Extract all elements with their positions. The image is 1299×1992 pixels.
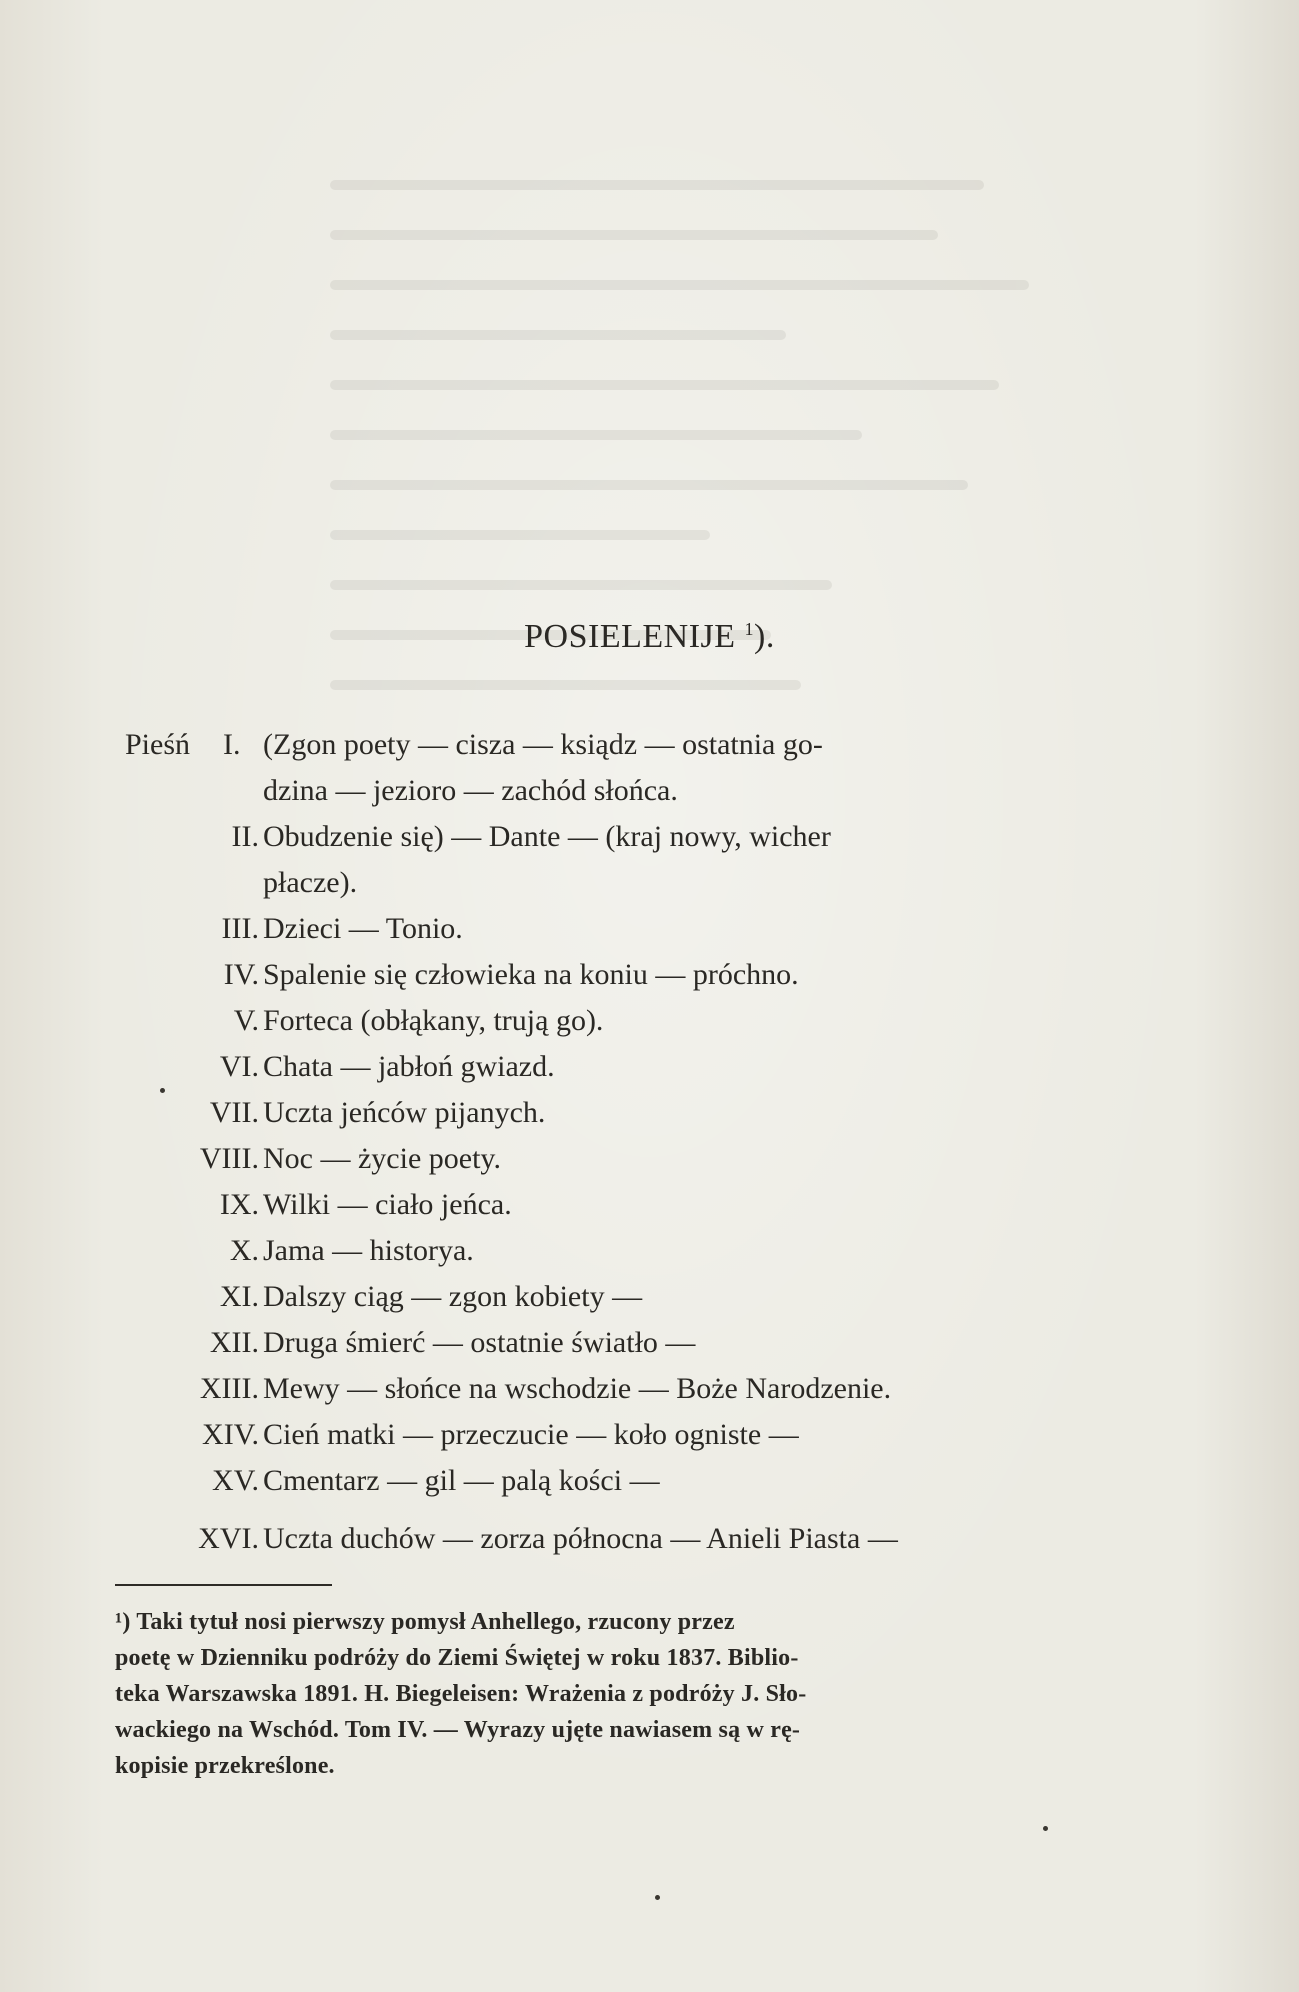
ink-speck [1043, 1826, 1048, 1831]
list-item [0, 998, 1299, 1044]
song-number: I. [223, 728, 241, 761]
song-line: Chata — jabłoń gwiazd. [263, 1050, 555, 1083]
footnote [115, 1604, 1097, 1784]
list-item [0, 906, 1299, 952]
list-item [0, 1458, 1299, 1504]
song-line: Druga śmierć — ostatnie światło — [263, 1326, 696, 1359]
song-line: dzina — jezioro — zachód słońca. [263, 774, 678, 807]
song-line: Uczta jeńców pijanych. [263, 1096, 546, 1129]
list-item [0, 952, 1299, 998]
footnote-line: poetę w Dzienniku podróży do Ziemi Świętej w roku 1837. Biblio- [115, 1645, 799, 1671]
song-number: X. [229, 1234, 259, 1267]
list-item [0, 1044, 1299, 1090]
song-line: Wilki — ciało jeńca. [263, 1188, 512, 1221]
list-item [0, 1182, 1299, 1228]
song-line: Obudzenie się) — Dante — (kraj nowy, wicher [263, 820, 831, 853]
song-line: Spalenie się człowieka na koniu — próchno. [263, 958, 799, 991]
title-text: POSIELENIJE [524, 618, 736, 655]
song-line: Mewy — słońce na wschodzie — Boże Narodzenie. [263, 1372, 892, 1405]
footnote-line: kopisie przekreślone. [115, 1753, 335, 1779]
footnote-line: wackiego na Wschód. Tom IV. — Wyrazy ujęte nawiasem są w rę- [115, 1717, 801, 1743]
footnote-line: ¹) Taki tytuł nosi pierwszy pomysł Anhellego, rzucony przez [115, 1609, 735, 1635]
footnote-divider [115, 1584, 332, 1586]
song-line: Uczta duchów — zorza północna — Anieli Piasta — [263, 1522, 898, 1555]
song-number: XII. [209, 1326, 259, 1359]
song-number: XVI. [198, 1522, 259, 1555]
list-item [0, 1516, 1299, 1562]
footnote-line: teka Warszawska 1891. H. Biegeleisen: Wrażenia z podróży J. Sło- [115, 1681, 807, 1707]
song-line: Dalszy ciąg — zgon kobiety — [263, 1280, 643, 1313]
song-number: III. [221, 912, 259, 945]
list-item [0, 1320, 1299, 1366]
list-item [0, 1412, 1299, 1458]
list-item [0, 1274, 1299, 1320]
song-number: II. [231, 820, 259, 853]
song-number: XIII. [199, 1372, 259, 1405]
list-item [0, 814, 1299, 860]
song-line: (Zgon poety — cisza — ksiądz — ostatnia go- [263, 728, 823, 761]
song-line: Dzieci — Tonio. [263, 912, 463, 945]
song-line: Forteca (obłąkany, trują go). [263, 1004, 604, 1037]
ink-speck [160, 1088, 165, 1093]
title-end: ). [754, 618, 775, 655]
page-title [0, 618, 1299, 656]
song-line: Jama — historya. [263, 1234, 474, 1267]
song-number: XI. [219, 1280, 259, 1313]
song-number: V. [233, 1004, 259, 1037]
list-item [0, 1136, 1299, 1182]
bleed-through-text [330, 180, 1090, 740]
song-number: VIII. [199, 1142, 259, 1175]
song-number: IX. [219, 1188, 259, 1221]
song-line: płacze). [263, 866, 358, 899]
song-number: VII. [209, 1096, 259, 1129]
song-number: VI. [219, 1050, 259, 1083]
song-number: XV. [212, 1464, 259, 1497]
footnote-mark: 1 [744, 619, 755, 639]
song-number: XIV. [202, 1418, 259, 1451]
pretitle-label: Pieśń [125, 728, 191, 761]
song-line: Cień matki — przeczucie — koło ogniste — [263, 1418, 799, 1451]
ink-speck [655, 1895, 660, 1900]
song-line: Noc — życie poety. [263, 1142, 501, 1175]
list-item [0, 1090, 1299, 1136]
list-item [0, 1228, 1299, 1274]
song-number: IV. [223, 958, 259, 991]
list-item [0, 1366, 1299, 1412]
song-line: Cmentarz — gil — palą kości — [263, 1464, 660, 1497]
